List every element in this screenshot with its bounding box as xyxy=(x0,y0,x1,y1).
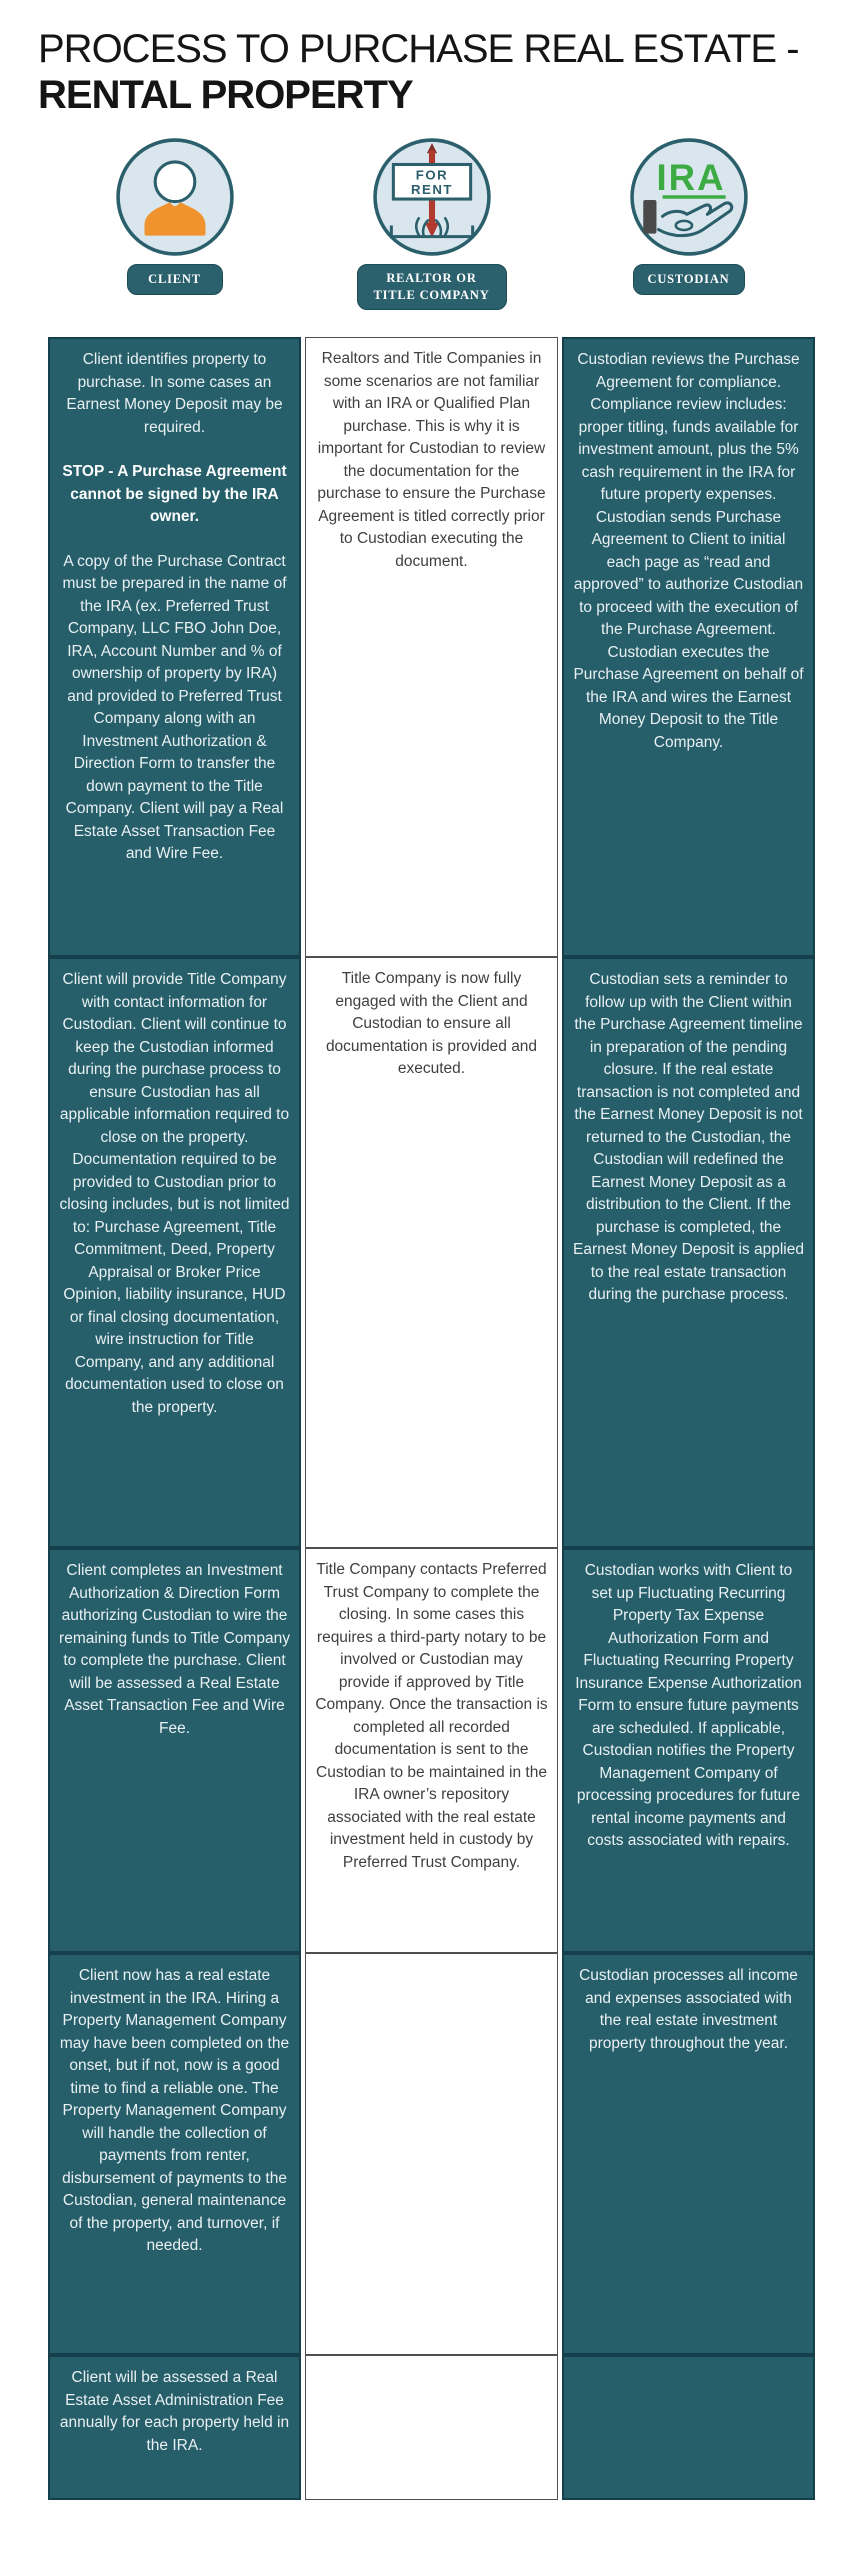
for-rent-sign-text-line2: RENT xyxy=(410,181,453,197)
cell-row5-realtor-empty xyxy=(305,2355,558,2500)
cell-row2-realtor-text: Title Company is now fully engaged with the Client and Custodian to ensure all documentation is provided and executed. xyxy=(325,970,538,1077)
actor-header-row xyxy=(48,136,815,310)
cell-row1-realtor-text: Realtors and Title Companies in some scenarios are not familiar with an IRA or Qualified Plan purchase. This is why it is important for Custodian to review the documentation for the purchase to ensure the Purchase Agreement is titled correctly prior to Custodian executing the document. xyxy=(317,350,546,570)
cell-row2-client-text: Client will provide Title Company with contact information for Custodian. Client will continue to keep the Custodian informed during the purchase process to ensure Custodian has all applicable information required to close on the property. Documentation required to be provided to Custodian prior to closing includes, but is not limited to: Purchase Agreement, Title Commitment, Deed, Property Appraisal or Broker Price Opinion, liability insurance, HUD or final closing documentation, wire instruction for Title Company, and any additional documentation used to close on the property. xyxy=(59,971,290,1416)
cell-row3-client xyxy=(48,1548,301,1953)
cell-row4-client xyxy=(48,1953,301,2355)
cell-row1-custodian-text: Custodian reviews the Purchase Agreement for compliance. Compliance review includes: proper titling, funds available for investment amount, plus the 5% cash requirement in the IRA for future property expenses. Custodian sends Purchase Agreement to Client to initial each page as “read and approved” to authorize Custodian to proceed with the execution of the Purchase Agreement. Custodian executes the Purchase Agreement on behalf of the IRA and wires the Earnest Money Deposit to the Title Company. xyxy=(573,351,804,751)
process-table xyxy=(48,337,815,2500)
realtor-label-pill: REALTOR OR TITLE COMPANY xyxy=(357,264,507,310)
actor-client xyxy=(48,136,301,310)
cell-row2-custodian xyxy=(562,957,815,1548)
cell-row1-realtor xyxy=(305,337,558,957)
actor-realtor xyxy=(305,136,558,310)
cell-row1-client xyxy=(48,337,301,957)
cell-row5-client-text: Client will be assessed a Real Estate Asset Administration Fee annually for each property held in the IRA. xyxy=(59,2369,290,2454)
cell-row4-realtor-empty xyxy=(305,1953,558,2355)
page-title xyxy=(38,26,799,117)
ira-hand-icon xyxy=(628,136,750,258)
cell-row1-custodian xyxy=(562,337,815,957)
cell-row2-realtor xyxy=(305,957,558,1548)
page-title-line1: PROCESS TO PURCHASE REAL ESTATE - xyxy=(38,27,799,71)
cell-row2-client xyxy=(48,957,301,1548)
cell-row1-client-p1: Client identifies property to purchase. In some cases an Earnest Money Deposit may be required. xyxy=(66,351,283,436)
cell-row5-client xyxy=(48,2355,301,2500)
client-label-pill: CLIENT xyxy=(127,264,223,295)
cell-row4-custodian xyxy=(562,1953,815,2355)
cell-row2-custodian-text: Custodian sets a reminder to follow up with the Client within the Purchase Agreement timeline in preparation of the pending closure. If the real estate transaction is not completed and the Earnest Money Deposit is not returned to the Custodian, the Custodian will redefined the Earnest Money Deposit as a distribution to the Client. If the purchase is completed, the Earnest Money Deposit is applied to the real estate transaction during the purchase process. xyxy=(573,971,804,1303)
custodian-label-pill: CUSTODIAN xyxy=(633,264,745,295)
cell-row1-client-p2-stop-warning: STOP - A Purchase Agreement cannot be signed by the IRA owner. xyxy=(62,463,287,525)
cell-row1-client-p3: A copy of the Purchase Contract must be prepared in the name of the IRA (ex. Preferred Trust Company, LLC FBO John Doe, IRA, Account Number and % of ownership of property by IRA) and provided to Preferred Trust Company along with an Investment Authorization & Direction Form to transfer the down payment to the Title Company. Client will pay a Real Estate Asset Transaction Fee and Wire Fee. xyxy=(62,552,287,862)
actor-custodian xyxy=(562,136,815,310)
for-rent-sign-icon xyxy=(371,136,493,258)
for-rent-sign-text-line1: FOR xyxy=(415,167,448,183)
cell-row3-custodian-text: Custodian works with Client to set up Fluctuating Recurring Property Tax Expense Authorization Form and Fluctuating Recurring Property Insurance Expense Authorization Form to ensure future payments are scheduled. If applicable, Custodian notifies the Property Management Company of processing procedures for future rental income payments and costs associated with repairs. xyxy=(575,1562,802,1849)
cell-row4-client-text: Client now has a real estate investment in the IRA. Hiring a Property Management Company may have been completed on the onset, but if not, now is a good time to find a reliable one. The Property Management Company will handle the collection of payments from renter, disbursement of payments to the Custodian, general maintenance of the property, and turnover, if needed. xyxy=(59,1967,290,2254)
cell-row3-custodian xyxy=(562,1548,815,1953)
cell-row3-client-text: Client completes an Investment Authorization & Direction Form authorizing Custodian to wire the remaining funds to Title Company to complete the purchase. Client will be assessed a Real Estate Asset Transaction Fee and Wire Fee. xyxy=(59,1562,290,1737)
cell-row5-custodian-empty xyxy=(562,2355,815,2500)
ira-text: IRA xyxy=(655,156,726,198)
client-person-icon xyxy=(114,136,236,258)
cell-row4-custodian-text: Custodian processes all income and expenses associated with the real estate investment property throughout the year. xyxy=(579,1967,798,2052)
cell-row3-realtor xyxy=(305,1548,558,1953)
cell-row3-realtor-text: Title Company contacts Preferred Trust Company to complete the closing. In some cases this requires a third-party notary to be involved or Custodian may provide if approved by Title Company. Once the transaction is completed all recorded documentation is sent to the Custodian to be maintained in the IRA owner’s repository associated with the real estate investment held in custody by Preferred Trust Company. xyxy=(315,1561,548,1871)
page-title-line2: RENTAL PROPERTY xyxy=(38,73,413,117)
